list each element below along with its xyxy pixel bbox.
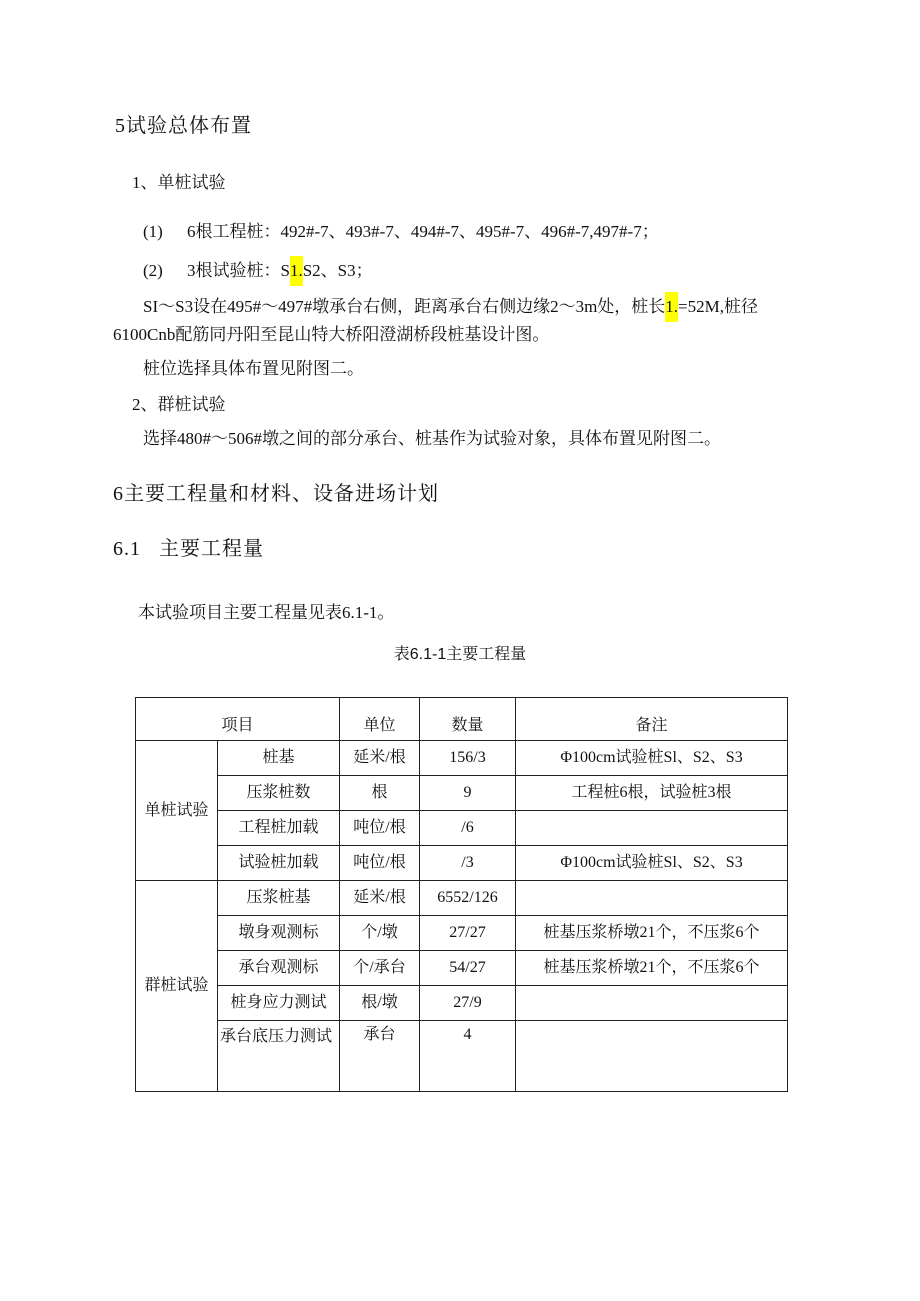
row-unit: 吨位/根 [340,846,420,881]
table-row [136,1021,788,1092]
table-caption: 表6.1-1主要工程量 [393,646,527,663]
paragraph-continued: 6100Cnb配筋同丹阳至昆山特大桥阳澄湖桥段桩基设计图。 [113,325,550,344]
row-qty: /6 [420,811,516,846]
row-note [516,986,788,1021]
table-row [136,811,788,846]
subsection-single-pile: 1、单桩试验 [132,173,226,192]
row-name: 试验桩加载 [218,846,340,881]
table-row [136,986,788,1021]
table-row [136,881,788,916]
row-name: 压浆桩数 [218,776,340,811]
row-note: 桩基压浆桥墩21个，不压浆6个 [516,916,788,951]
row-note [516,811,788,846]
paragraph-group-pile: 选择480#～506#墩之间的部分承台、桩基作为试验对象，具体布置见附图二。 [143,429,721,448]
row-note: 桩基压浆桥墩21个，不压浆6个 [516,951,788,986]
highlighted-text: 1. [665,292,678,322]
row-unit: 延米/根 [340,881,420,916]
row-name: 墩身观测标 [218,916,340,951]
list-number: (1) [143,222,163,241]
section-number: 6.1 [113,538,141,560]
row-name: 承台观测标 [218,951,340,986]
list-text: S2、S3； [302,261,373,280]
row-name: 压浆桩基 [218,881,340,916]
row-qty: 54/27 [420,951,516,986]
row-unit: 吨位/根 [340,811,420,846]
row-qty: 9 [420,776,516,811]
group-group-pile: 群桩试验 [136,881,218,1092]
row-note [516,881,788,916]
header-qty: 数量 [420,698,516,741]
paragraph-pile-location [143,292,758,322]
row-name: 承台底压力测试 [218,1021,340,1092]
section-title: 主要工程量 [159,538,264,560]
row-name: 工程桩加载 [218,811,340,846]
paragraph-text: SI～S3设在495#～497#墩承台右侧，距离承台右侧边缘2～3m处，桩长 [143,297,666,316]
subsection-group-pile: 2、群桩试验 [132,395,226,414]
paragraph-layout-ref: 桩位选择具体布置见附图二。 [143,359,364,378]
table-row [136,776,788,811]
table-intro: 本试验项目主要工程量见表6.1-1。 [138,603,395,622]
header-item: 项目 [136,698,340,741]
row-qty: 156/3 [420,741,516,776]
list-number: (2) [143,261,163,280]
row-note: 工程桩6根，试验桩3根 [516,776,788,811]
row-qty: 6552/126 [420,881,516,916]
table-row [136,951,788,986]
row-qty: 27/9 [420,986,516,1021]
row-qty: /3 [420,846,516,881]
row-unit: 延米/根 [340,741,420,776]
list-item-2 [143,256,373,286]
table-row [136,846,788,881]
row-unit: 个/承台 [340,951,420,986]
row-name: 桩身应力测试 [218,986,340,1021]
row-unit: 根/墩 [340,986,420,1021]
row-unit: 个/墩 [340,916,420,951]
list-text: 6根工程桩：492#-7、493#-7、494#-7、495#-7、496#-7,497#-7； [187,222,659,241]
list-text: 3根试验桩：S [187,261,290,280]
group-single-pile: 单桩试验 [136,741,218,881]
row-qty: 4 [420,1021,516,1092]
row-note [516,1021,788,1092]
row-name: 桩基 [218,741,340,776]
row-note: Φ100cm试验桩Sl、S2、S3 [516,741,788,776]
quantity-table [135,697,788,1092]
table-row [136,916,788,951]
list-item-1 [143,221,659,243]
highlighted-text: 1. [290,256,303,286]
section-5-title: 5试验总体布置 [115,115,252,137]
row-unit: 根 [340,776,420,811]
section-6-title: 6主要工程量和材料、设备进场计划 [113,483,439,505]
paragraph-text: =52M,桩径 [678,297,758,316]
table-row [136,741,788,776]
header-unit: 单位 [340,698,420,741]
section-6-1-heading [113,538,264,560]
header-note: 备注 [516,698,788,741]
row-qty: 27/27 [420,916,516,951]
table-header-row [136,698,788,741]
row-unit: 承台 [340,1021,420,1092]
row-note: Φ100cm试验桩Sl、S2、S3 [516,846,788,881]
